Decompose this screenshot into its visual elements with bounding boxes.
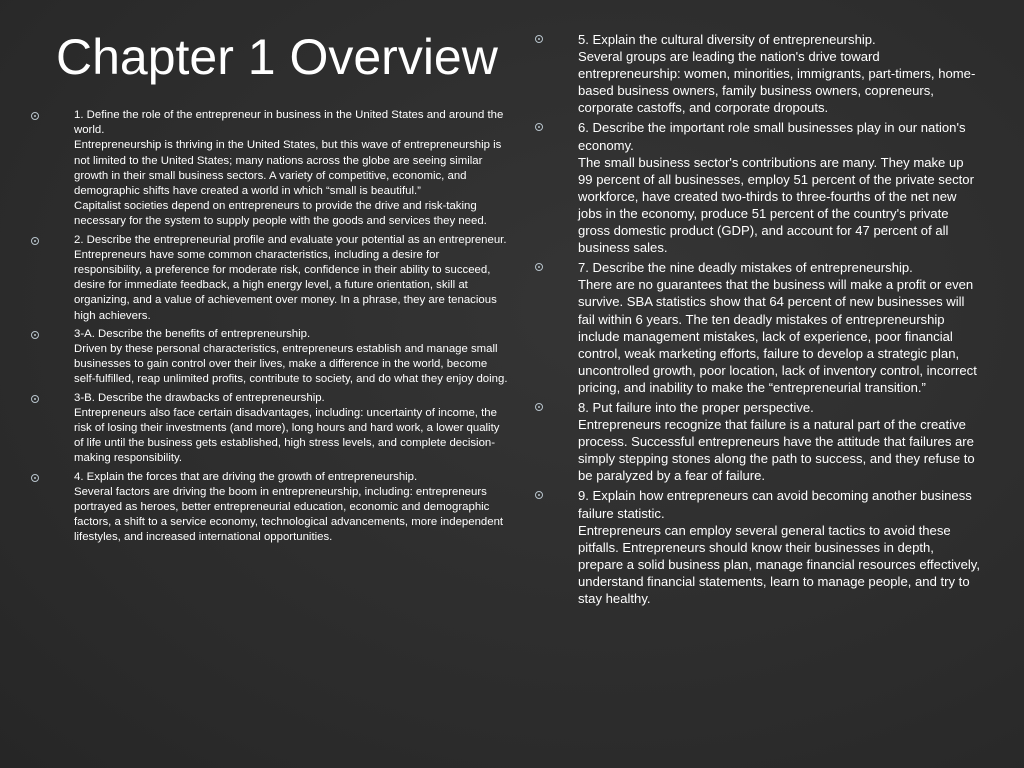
item-body: Entrepreneurs recognize that failure is a natural part of the creative process. Successful entrepreneurs have the attitude that failures are simply stepping stones along the path to success, and they refuse to be paralyzed by a fear of failure. — [578, 417, 975, 484]
item-body: The small business sector's contributions are many. They make up 99 percent of all businesses, employ 51 percent of the private sector workforce, have created two-thirds to three-fourths of the net new jobs in the economy, produce 51 percent of the country's private gross domestic product (GDP), and account for 47 percent of all business sales. — [578, 154, 974, 256]
bullet-icon — [534, 487, 578, 607]
item-heading: 9. Explain how entrepreneurs can avoid becoming another business failure statistic. — [578, 488, 972, 521]
bullet-icon — [30, 327, 74, 388]
bullet-icon — [534, 259, 578, 396]
list-item — [30, 233, 508, 324]
item-heading: 7. Describe the nine deadly mistakes of entrepreneurship. — [578, 260, 913, 276]
item-body: Driven by these personal characteristics, entrepreneurs establish and manage small businesses to gain control over their lives, make a difference in the world, become self-fulfilled, reap unlimited profits, contribute to society, and do what they enjoy doing. — [74, 343, 508, 386]
item-body: Entrepreneurs also face certain disadvantages, including: uncertainty of income, the risk of losing their investments (and more), long hours and hard work, a lower quality of life until the business gets established, high stress levels, and complete decision-making responsibility. — [74, 406, 500, 465]
item-body: There are no guarantees that the business will make a profit or even survive. SBA statistics show that 64 percent of new businesses will fail within 6 years. The ten deadly mistakes of entrepreneurship include management mistakes, lack of experience, poor financial control, weak marketing efforts, failure to develop a strategic plan, uncontrolled growth, poor location, lack of inventory control, incorrect pricing, and inability to make the “entrepreneurial transition.” — [578, 277, 977, 395]
list-item — [534, 399, 980, 484]
item-heading: 6. Describe the important role small businesses play in our nation's economy. — [578, 120, 966, 153]
slide-title: Chapter 1 Overview — [56, 29, 498, 85]
item-body: Entrepreneurs can employ several general tactics to avoid these pitfalls. Entrepreneurs should know their businesses in depth, prepare a solid business plan, manage financial resources effectively, understand financial statements, learn to manage people, and try to stay healthy. — [578, 522, 981, 606]
list-item — [30, 391, 508, 467]
item-body: Entrepreneurs have some common characteristics, including a desire for responsibility, a preference for moderate risk, confidence in their ability to succeed, desire for immediate feedback, a high energy level, a future orientation, skill at organizing, and a value of achievement over money. In a phrase, they are tenacious high achievers. — [74, 248, 497, 322]
list-item — [30, 327, 508, 388]
bullet-icon — [534, 119, 578, 256]
list-item — [534, 487, 980, 607]
bullet-icon — [30, 391, 74, 467]
item-heading: 3-B. Describe the drawbacks of entrepreneurship. — [74, 391, 325, 404]
bullet-icon — [534, 399, 578, 484]
item-heading: 4. Explain the forces that are driving the growth of entrepreneurship. — [74, 470, 418, 483]
item-heading: 3-A. Describe the benefits of entrepreneurship. — [74, 327, 311, 340]
bullet-icon — [30, 108, 74, 230]
item-heading: 5. Explain the cultural diversity of entrepreneurship. — [578, 32, 876, 47]
bullet-icon — [30, 233, 74, 324]
list-item — [30, 470, 508, 546]
bullet-icon — [534, 31, 578, 116]
item-body: Several groups are leading the nation's drive toward entrepreneurship: women, minorities, immigrants, part-timers, home-based business owners, family business owners, copreneurs, corporate castoffs, and corporate dropouts. — [578, 49, 976, 116]
item-body: Entrepreneurship is thriving in the United States, but this wave of entrepreneurship is not limited to the United States; many nations across the globe are seeing similar growth in their small business sectors. A variety of competitive, economic, and demographic shifts have created a world in which “small is beautiful.” — [74, 139, 502, 198]
list-item — [534, 31, 980, 116]
right-column — [534, 31, 980, 610]
item-body: Capitalist societies depend on entrepreneurs to provide the drive and risk-taking necessary for the system to supply people with the goods and services they need. — [74, 200, 487, 228]
list-item — [534, 259, 980, 396]
item-heading: 2. Describe the entrepreneurial profile and evaluate your potential as an entrepreneur. — [74, 233, 507, 246]
bullet-icon — [30, 470, 74, 546]
list-item — [30, 108, 508, 230]
item-heading: 8. Put failure into the proper perspective. — [578, 399, 814, 415]
left-column — [30, 108, 508, 549]
item-heading: 1. Define the role of the entrepreneur in business in the United States and around the world. — [74, 109, 504, 137]
item-body: Several factors are driving the boom in entrepreneurship, including: entrepreneurs portrayed as heroes, better entrepreneurial education, economic and demographic factors, a shift to a service economy, technological advancements, more independent lifestyles, and increased international opportunities. — [74, 485, 504, 544]
list-item — [534, 119, 980, 256]
